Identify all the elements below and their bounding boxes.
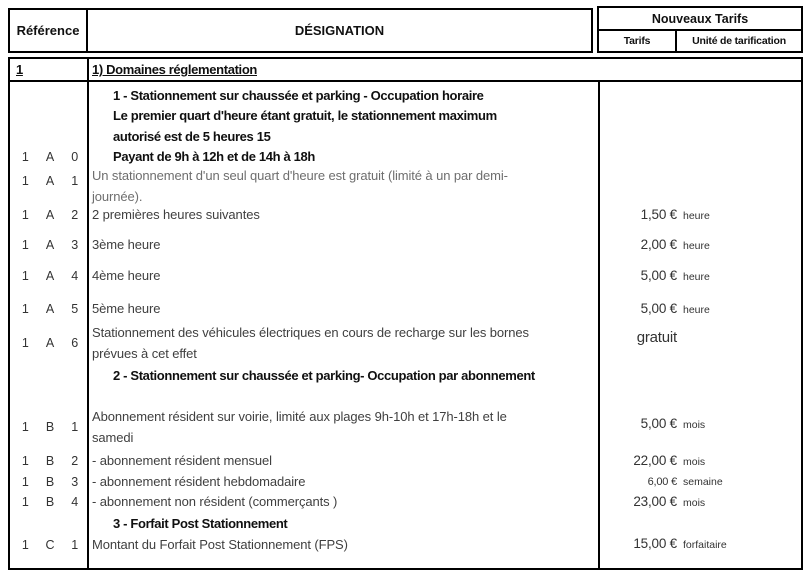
ref-part: B xyxy=(45,475,55,489)
section2-title: 2 - Stationnement sur chaussée et parking- Occupation par abonnement xyxy=(113,368,535,383)
row-1C1-designation: Montant du Forfait Post Stationnement (FPS) xyxy=(92,537,348,552)
row-1A6-designation-line2: prévues à cet effet xyxy=(92,346,197,361)
section1-line2: Le premier quart d'heure étant gratuit, le stationnement maximum xyxy=(113,108,497,123)
tarif-unit: mois xyxy=(683,497,706,509)
ref-part: 1 xyxy=(21,336,29,350)
ref-part: 2 xyxy=(71,454,79,468)
row-ref-1A0 xyxy=(10,147,87,167)
ref-part: 1 xyxy=(21,538,29,552)
row-1A4-tarif xyxy=(599,266,803,287)
tarif-unit: semaine xyxy=(683,476,723,488)
ref-part: 1 xyxy=(21,302,29,316)
sub-header-row xyxy=(599,31,801,51)
column-group-header-nouveaux-tarifs: Nouveaux Tarifs xyxy=(599,8,801,31)
row-ref-1A2 xyxy=(10,205,87,225)
ref-part: C xyxy=(45,538,55,552)
ref-part: A xyxy=(45,302,55,316)
section1-line1: 1 - Stationnement sur chaussée et parking - Occupation horaire xyxy=(113,88,484,103)
ref-part: 1 xyxy=(21,208,29,222)
row-1A3-tarif xyxy=(599,235,803,256)
ref-part: 0 xyxy=(71,150,79,164)
row-ref-1C1 xyxy=(10,535,87,555)
row-ref-1A1 xyxy=(10,171,87,191)
column-header-designation: DÉSIGNATION xyxy=(294,23,385,38)
ref-part: A xyxy=(45,150,55,164)
row-ref-1B1 xyxy=(10,417,87,437)
row-ref-1A6 xyxy=(10,333,87,353)
ref-part: 2 xyxy=(71,208,79,222)
column-header-reference: Référence xyxy=(10,10,88,51)
ref-part: A xyxy=(45,174,55,188)
row-1B3-tarif xyxy=(599,472,803,492)
row-1B3-designation: - abonnement résident hebdomadaire xyxy=(92,474,306,489)
column-header-unite: Unité de tarification xyxy=(692,35,786,47)
row-1A0-designation: Payant de 9h à 12h et de 14h à 18h xyxy=(113,149,315,164)
tarif-unit: heure xyxy=(683,240,710,252)
ref-part: 1 xyxy=(71,538,79,552)
row-ref-1A5 xyxy=(10,299,87,319)
ref-part: 1 xyxy=(21,454,29,468)
table-header-nouveaux-tarifs xyxy=(597,6,803,53)
ref-part: A xyxy=(45,269,55,283)
ref-part: B xyxy=(45,454,55,468)
domaines-row-label: 1) Domaines réglementation xyxy=(92,62,257,77)
row-1C1-tarif xyxy=(599,534,803,555)
tarif-unit: heure xyxy=(683,210,710,222)
row-1B4-designation: - abonnement non résident (commerçants ) xyxy=(92,494,338,509)
ref-part: 5 xyxy=(71,302,79,316)
ref-part: 6 xyxy=(71,336,79,350)
section1-line3: autorisé est de 5 heures 15 xyxy=(113,129,271,144)
row-1A1-designation-line2: journée). xyxy=(92,189,143,204)
row-ref-1B2 xyxy=(10,451,87,471)
tarif-value: 2,00 € xyxy=(640,237,677,252)
ref-part: A xyxy=(45,208,55,222)
ref-part: 1 xyxy=(21,475,29,489)
ref-part: A xyxy=(45,336,55,350)
ref-part: 4 xyxy=(71,269,79,283)
tarif-value: 23,00 € xyxy=(633,494,677,509)
row-1A4-designation: 4ème heure xyxy=(92,268,161,283)
tarif-value: 6,00 € xyxy=(647,476,677,488)
row-ref-1A3 xyxy=(10,235,87,255)
row-1A5-designation: 5ème heure xyxy=(92,301,161,316)
tarif-value: 1,50 € xyxy=(640,207,677,222)
domaines-row-divider xyxy=(10,80,801,82)
row-ref-1A4 xyxy=(10,266,87,286)
ref-part: B xyxy=(45,495,55,509)
row-ref-1B4 xyxy=(10,492,87,512)
ref-part: 3 xyxy=(71,475,79,489)
tarif-unit: mois xyxy=(683,419,706,431)
ref-part: 3 xyxy=(71,238,79,252)
tarif-value: gratuit xyxy=(636,329,677,346)
table-body xyxy=(8,57,803,570)
ref-part: 1 xyxy=(21,174,29,188)
row-1A2-tarif xyxy=(599,205,803,226)
table-header-left xyxy=(8,8,593,53)
ref-part: 1 xyxy=(21,238,29,252)
row-1A3-designation: 3ème heure xyxy=(92,237,161,252)
row-1A2-designation: 2 premières heures suivantes xyxy=(92,207,260,222)
ref-part: 1 xyxy=(71,420,79,434)
tarif-unit: heure xyxy=(683,271,710,283)
domaines-row-ref: 1 xyxy=(16,62,23,77)
column-header-tarifs: Tarifs xyxy=(599,31,677,51)
row-ref-1B3 xyxy=(10,472,87,492)
tarif-unit: heure xyxy=(683,304,710,316)
ref-part: 1 xyxy=(71,174,79,188)
tarif-value: 15,00 € xyxy=(633,536,677,551)
row-1B1-designation-line1: Abonnement résident sur voirie, limité aux plages 9h-10h et 17h-18h et le xyxy=(92,409,507,424)
row-1B4-tarif xyxy=(599,492,803,513)
row-1B2-tarif xyxy=(599,451,803,472)
tarif-value: 22,00 € xyxy=(633,453,677,468)
row-1A6-designation-line1: Stationnement des véhicules électriques en cours de recharge sur les bornes xyxy=(92,325,529,340)
row-1A5-tarif xyxy=(599,299,803,320)
row-1B1-tarif xyxy=(599,414,803,435)
tarif-value: 5,00 € xyxy=(640,301,677,316)
tarif-unit: mois xyxy=(683,456,706,468)
row-1B1-designation-line2: samedi xyxy=(92,430,134,445)
ref-part: 1 xyxy=(21,269,29,283)
row-1A6-tarif xyxy=(599,328,803,348)
row-1A1-designation-line1: Un stationnement d'un seul quart d'heure est gratuit (limité à un par demi- xyxy=(92,168,508,183)
tarif-value: 5,00 € xyxy=(640,268,677,283)
ref-part: A xyxy=(45,238,55,252)
reference-column-divider xyxy=(87,59,89,568)
ref-part: 1 xyxy=(21,420,29,434)
tarif-value: 5,00 € xyxy=(640,416,677,431)
ref-part: 4 xyxy=(71,495,79,509)
ref-part: B xyxy=(45,420,55,434)
row-1B2-designation: - abonnement résident mensuel xyxy=(92,453,272,468)
ref-part: 1 xyxy=(21,495,29,509)
tarif-unit: forfaitaire xyxy=(683,539,727,551)
section3-title: 3 - Forfait Post Stationnement xyxy=(113,516,288,531)
ref-part: 1 xyxy=(21,150,29,164)
